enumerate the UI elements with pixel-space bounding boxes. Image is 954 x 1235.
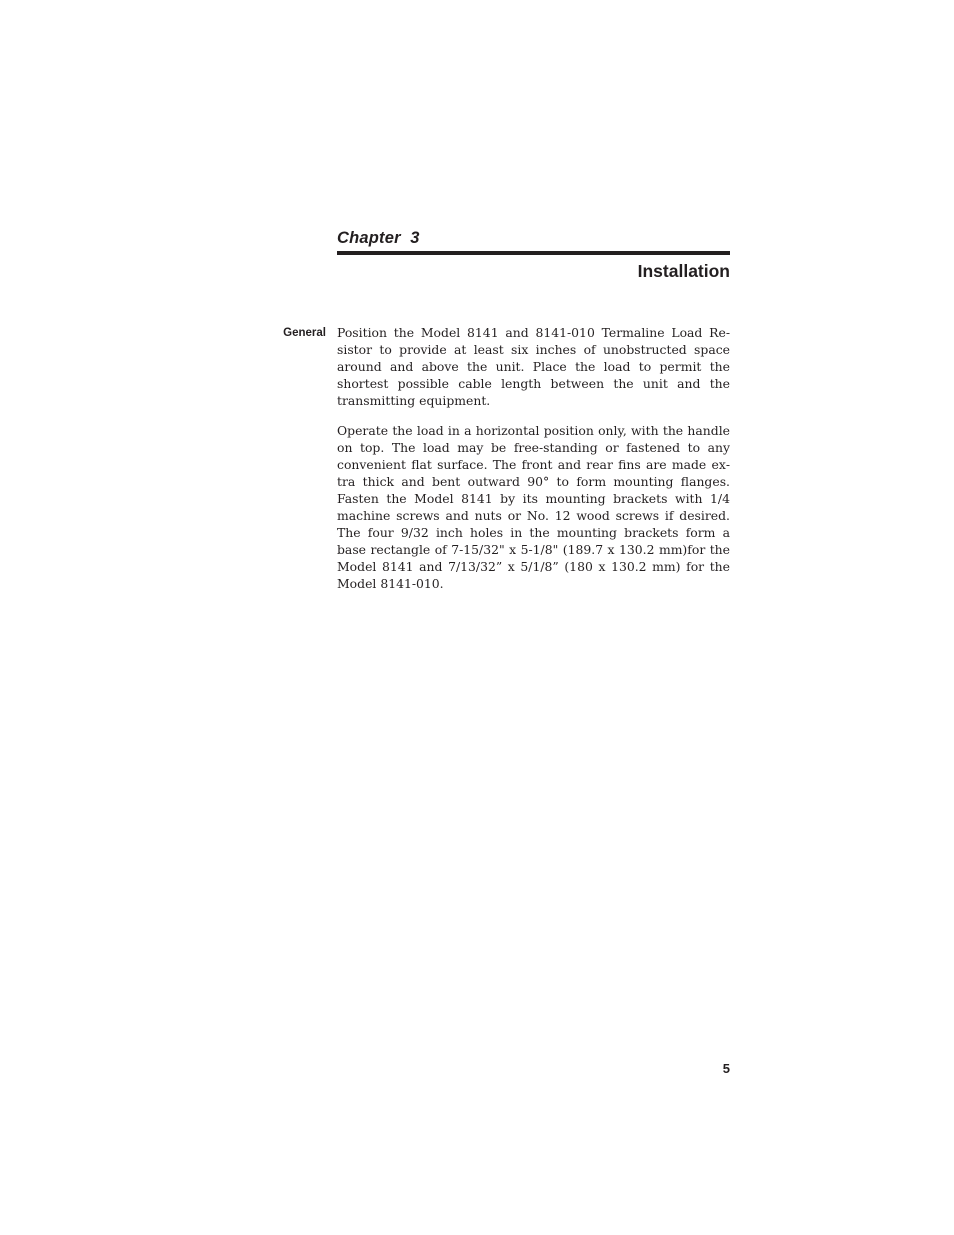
section-body bbox=[337, 324, 730, 605]
page-number: 5 bbox=[722, 1061, 730, 1076]
section-heading-general: General bbox=[283, 327, 326, 339]
chapter-label: Chapter 3 bbox=[337, 229, 420, 247]
body-paragraph: Operate the load in a horizontal position only, with the handle on top. The load may be free-standing or fastened to any convenient flat surface. The front and rear fins are made extra thick and bent outward 90° to form mounting flanges. Fasten the Model 8141 by its mounting brackets with 1/4 machine screws and nuts or No. 12 wood screws if desired. The four 9/32 inch holes in the mounting brackets form a base rectangle of 7-15/32" x 5-1/8" (189.7 x 130.2 mm)for the Model 8141 and 7/13/32” x 5/1/8” (180 x 130.2 mm) for the Model 8141-010. bbox=[337, 423, 730, 591]
body-paragraph: Position the Model 8141 and 8141-010 Termaline Load Resistor to provide at least six inches of unobstructed space around and above the unit. Place the load to permit the shortest possible cable length between the unit and the transmitting equipment. bbox=[337, 325, 730, 408]
chapter-title: Installation bbox=[637, 261, 730, 281]
chapter-divider-rule bbox=[337, 251, 730, 255]
